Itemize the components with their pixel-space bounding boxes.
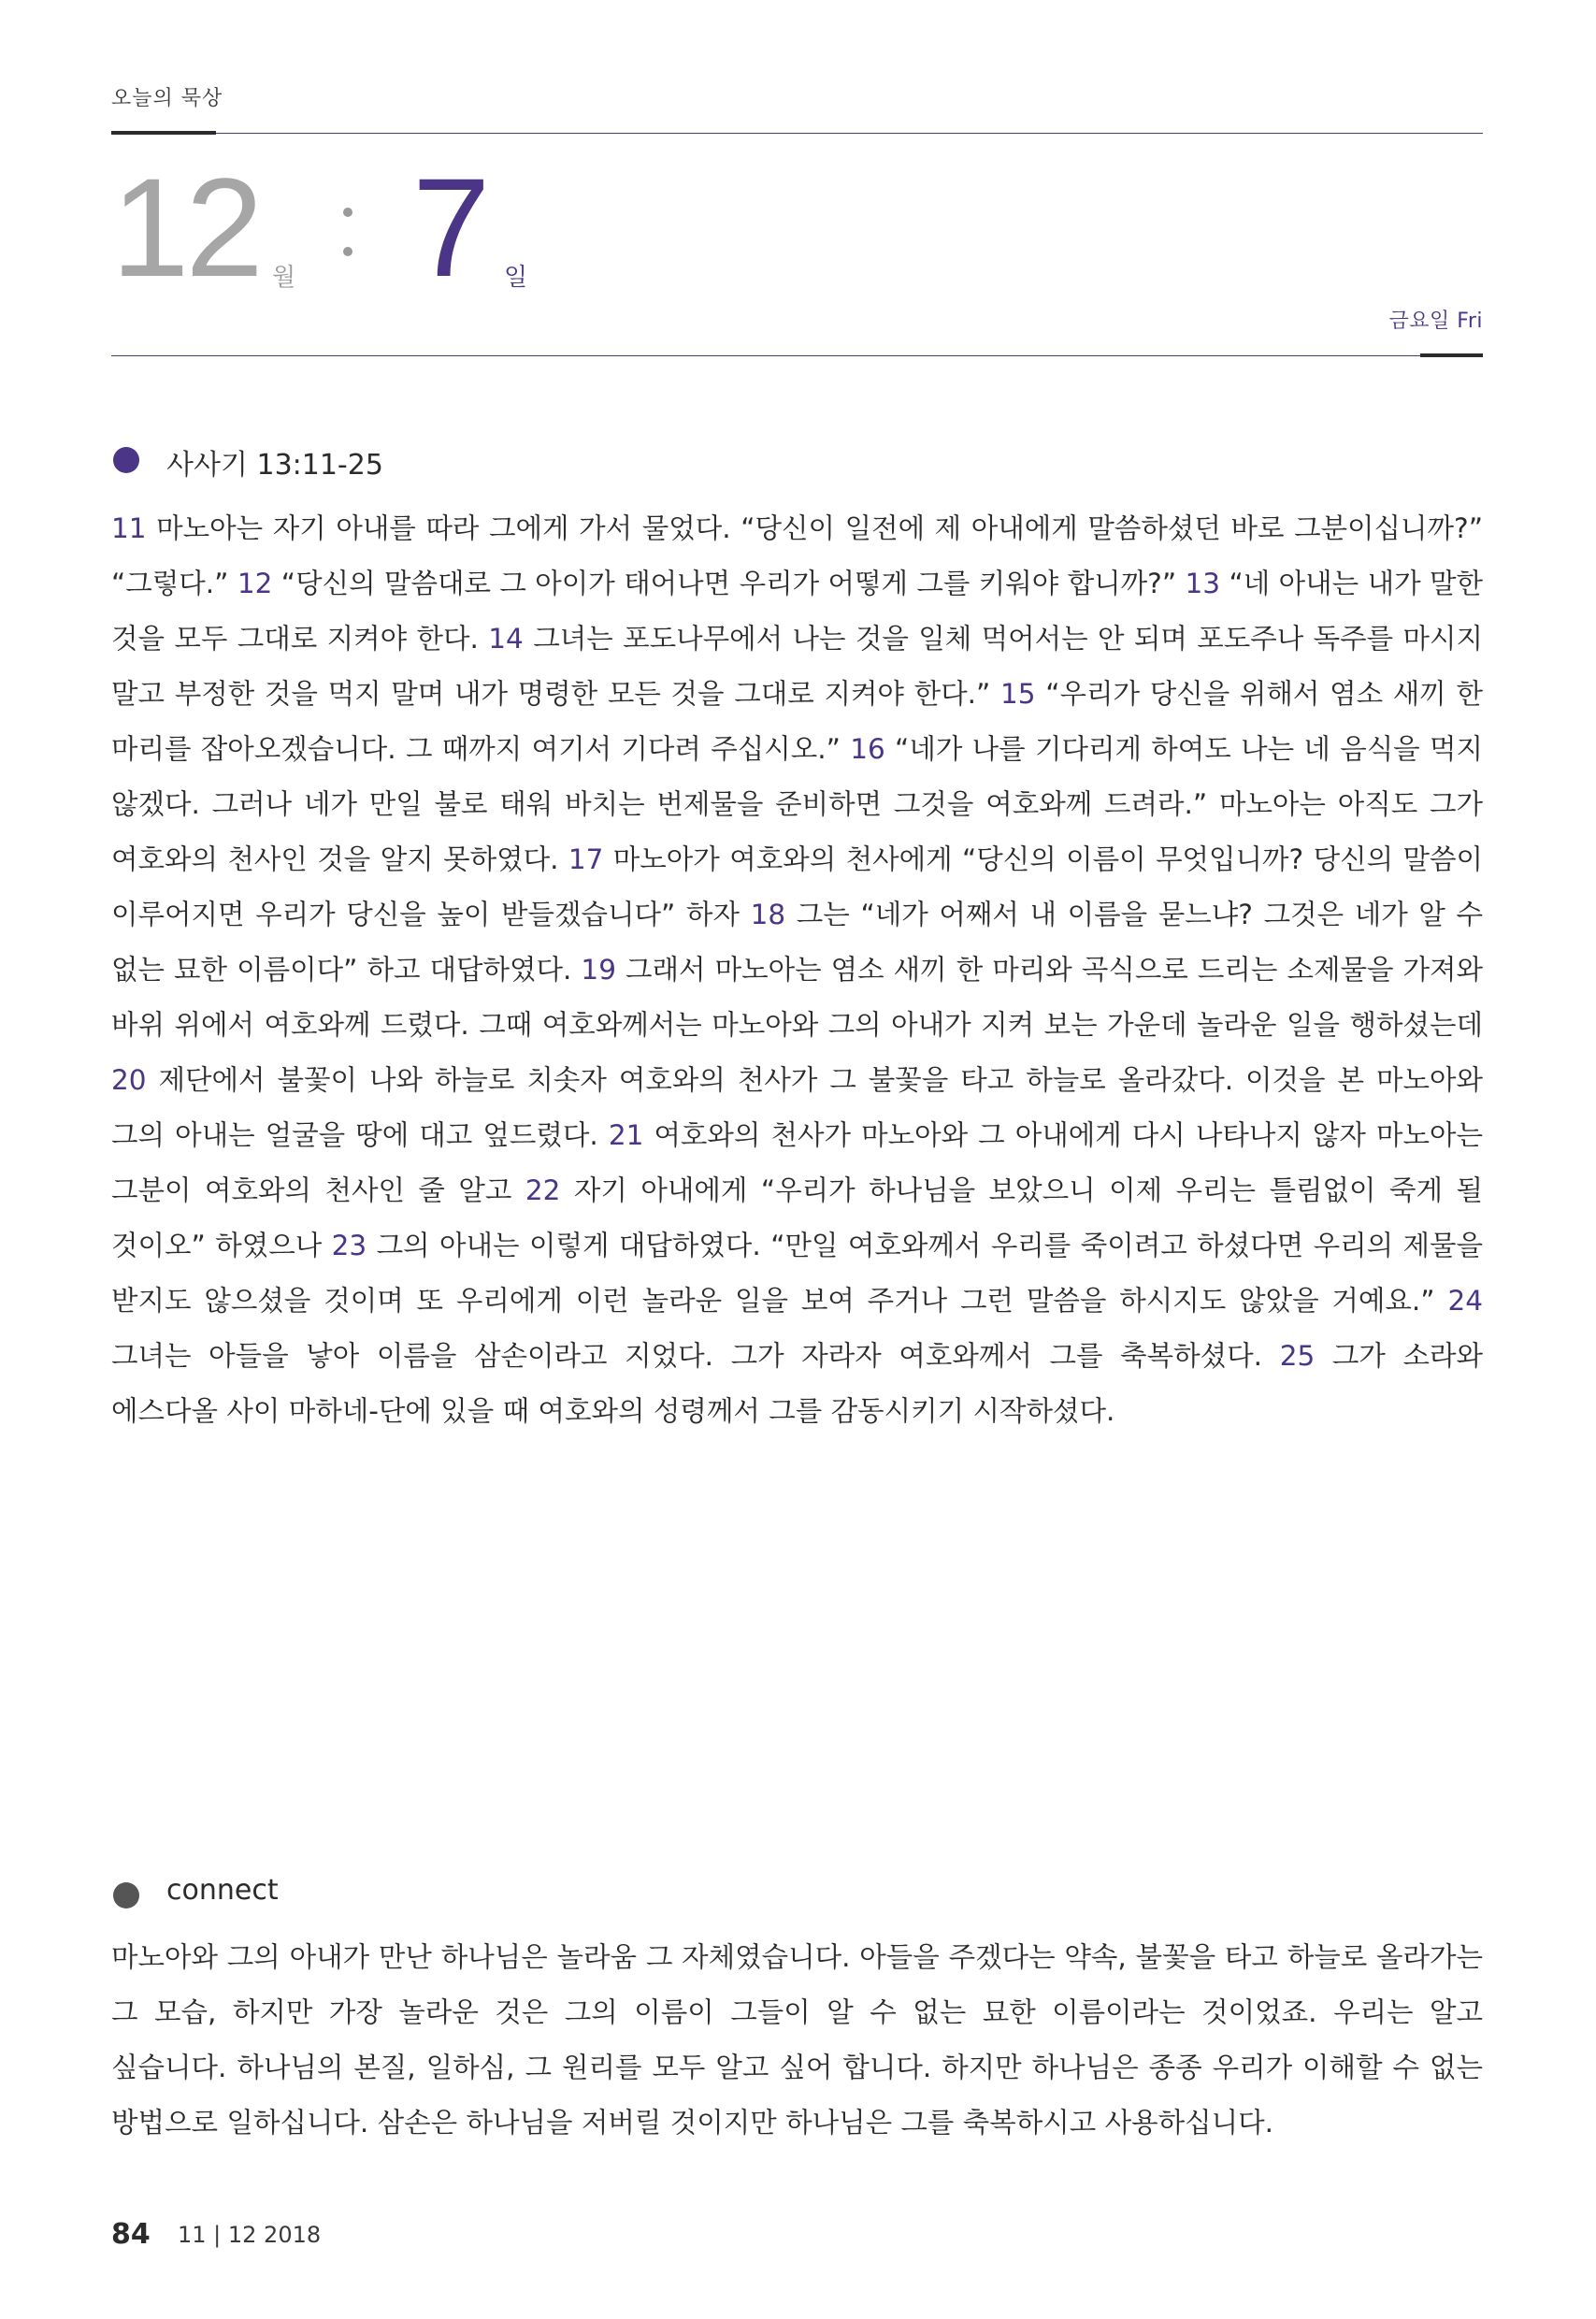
verse-text: 그래서 마노아는 염소 새끼 한 마리와 곡식으로 드리는 소제물을 가져와 바위 위에서 여호와께 드렸다. 그때 여호와께서는 마노아와 그의 아내가 지켜 보는 가운데 놀라운 일을 행하셨는데 xyxy=(111,954,1483,1041)
passage-bullet-icon xyxy=(113,447,139,473)
verse-number: 15 xyxy=(1000,678,1036,710)
date-rule xyxy=(111,355,1420,356)
connect-heading: connect xyxy=(166,1874,279,1907)
verse-text: 제단에서 불꽃이 나와 하늘로 치솟자 여호와의 천사가 그 불꽃을 타고 하늘로 올라갔다. 이것을 본 마노아와 그의 아내는 얼굴을 땅에 대고 엎드렸다. xyxy=(111,1064,1483,1151)
verse-text: 그가 소라와 에스다올 사이 마하네-단에 있을 때 여호와의 성령께서 그를 감동시키기 시작하셨다. xyxy=(111,1340,1483,1427)
verse-text: 그녀는 포도나무에서 나는 것을 일체 먹어서는 안 되며 포도주나 독주를 마시지 말고 부정한 것을 먹지 말며 내가 명령한 모든 것을 그대로 지켜야 한다.” xyxy=(111,623,1483,710)
verse-text: 여호와의 천사가 마노아와 그 아내에게 다시 나타나지 않자 마노아는 그분이 여호와의 천사인 줄 알고 xyxy=(111,1119,1483,1206)
header-rule xyxy=(216,133,1483,134)
day-number: 7 xyxy=(412,149,491,306)
verse-text: 그는 “네가 어째서 내 이름을 묻느냐? 그것은 네가 알 수 없는 묘한 이름이다” 하고 대답하였다. xyxy=(111,899,1484,986)
verse-text: 그녀는 아들을 낳아 이름을 삼손이라고 지었다. 그가 자라자 여호와께서 그를 축복하셨다. xyxy=(111,1340,1280,1372)
day-unit: 일 xyxy=(504,264,528,292)
verse-number: 22 xyxy=(525,1174,561,1206)
issue-date: 11 | 12 2018 xyxy=(178,2222,322,2248)
verse-number: 20 xyxy=(111,1064,147,1096)
verse-number: 12 xyxy=(237,568,273,599)
verse-number: 19 xyxy=(581,954,616,986)
verse-text: “네 아내는 내가 말한 것을 모두 그대로 지켜야 한다. xyxy=(111,568,1483,655)
date-rule-accent xyxy=(1420,353,1483,357)
verse-text: “네가 나를 기다리게 하여도 나는 네 음식을 먹지 않겠다. 그러나 네가 만일 불로 태워 바치는 번제물을 준비하면 그것을 여호와께 드려라.” 마노아는 아직도 그가 여호와의 천사인 것을 알지 못하였다. xyxy=(111,733,1483,875)
scripture-passage xyxy=(111,501,1483,1439)
verse-number: 18 xyxy=(750,899,786,930)
verse-text: 자기 아내에게 “우리가 하나님을 보았으니 이제 우리는 틀림없이 죽게 될 것이오” 하였으나 xyxy=(111,1174,1483,1261)
verse-number: 11 xyxy=(111,512,147,544)
connect-text: 마노아와 그의 아내가 만난 하나님은 놀라움 그 자체였습니다. 아들을 주겠다는 약속, 불꽃을 타고 하늘로 올라가는 그 모습, 하지만 가장 놀라운 것은 그의 이름이 그들이 알 수 없는 묘한 이름이라는 것이었죠. 우리는 알고 싶습니다. 하나님의 본질, 일하심, 그 원리를 모두 알고 싶어 합니다. 하지만 하나님은 종종 우리가 이해할 수 없는 방법으로 일하십니다. 삼손은 하나님을 저버릴 것이지만 하나님은 그를 축복하시고 사용하십니다. xyxy=(111,1941,1483,2139)
verse-text: 마노아는 자기 아내를 따라 그에게 가서 물었다. “당신이 일전에 제 아내에게 말씀하셨던 바로 그분이십니까?” “그렇다.” xyxy=(111,512,1483,599)
verse-number: 23 xyxy=(331,1230,367,1261)
verse-number: 17 xyxy=(568,843,604,875)
page-number: 84 xyxy=(111,2218,151,2251)
verse-number: 16 xyxy=(850,733,885,765)
date-block xyxy=(111,149,766,306)
verse-text: “당신의 말씀대로 그 아이가 태어나면 우리가 어떻게 그를 키워야 합니까?” xyxy=(272,568,1186,599)
verse-number: 25 xyxy=(1279,1340,1316,1372)
verse-text: 마노아가 여호와의 천사에게 “당신의 이름이 무엇입니까? 당신의 말씀이 이루어지면 우리가 당신을 높이 받들겠습니다” 하자 xyxy=(111,843,1483,930)
passage-reference: 사사기 13:11-25 xyxy=(166,449,383,482)
verse-text: 그의 아내는 이렇게 대답하였다. “만일 여호와께서 우리를 죽이려고 하셨다면 우리의 제물을 받지도 않으셨을 것이며 또 우리에게 이런 놀라운 일을 보여 주거나 그런 말씀을 하시지도 않았을 거예요.” xyxy=(111,1230,1483,1317)
date-separator-dot-top xyxy=(343,208,352,217)
header-rule-accent xyxy=(111,131,216,135)
verse-number: 13 xyxy=(1185,568,1221,599)
verse-text: “우리가 당신을 위해서 염소 새끼 한 마리를 잡아오겠습니다. 그 때까지 여기서 기다려 주십시오.” xyxy=(111,678,1483,765)
section-label: 오늘의 묵상 xyxy=(111,87,223,110)
connect-bullet-icon xyxy=(113,1882,139,1908)
month-number: 12 xyxy=(111,149,260,306)
verse-number: 21 xyxy=(608,1119,644,1151)
month-unit: 월 xyxy=(272,264,296,292)
verse-number: 14 xyxy=(488,623,524,655)
date-separator-dot-bottom xyxy=(343,247,352,256)
verse-number: 24 xyxy=(1447,1285,1483,1317)
weekday-label: 금요일 Fri xyxy=(1388,310,1483,333)
